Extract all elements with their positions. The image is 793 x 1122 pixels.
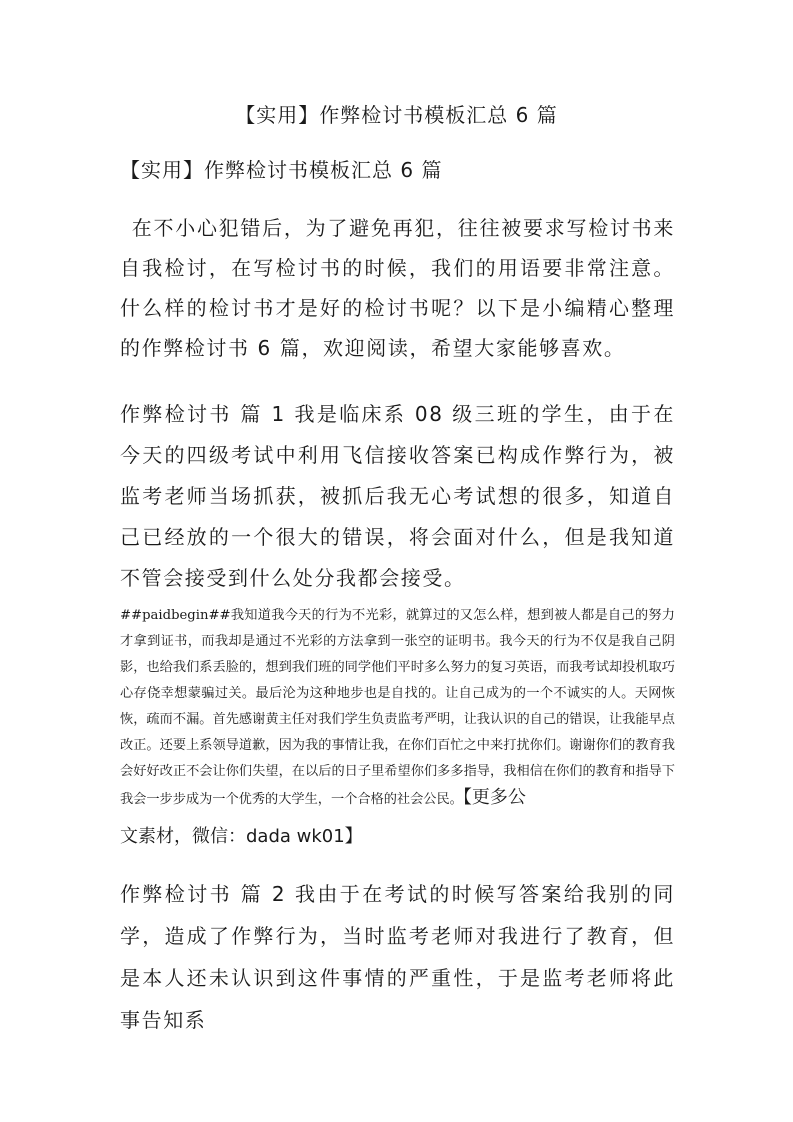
contact-start-text: 【更多公 [462,787,526,808]
paid-text: ##paidbegin##我知道我今天的行为不光彩，就算过的又怎么样，想到被人都是自己的努力才拿到证书，而我却是通过不光彩的方法拿到一张空的证明书。我今天的行为不仅是我自己阴影，也给我们系丢脸的，想到我们班的同学他们平时多么努力的复习英语，而我考试却投机取巧心存侥幸想蒙骗过关。最后沦为这种地步也是自找的。让自己成为的一个不诚实的人。天网恢恢，疏而不漏。首先感谢黄主任对我们学生负责监考严明，让我认识的自己的错误，让我能早点改正。还要上系领导道歉，因为我的事情让我，在你们百忙之中来打扰你们。谢谢你们的教育我会好好改正不会让你们失望，在以后的日子里希望你们多多指导，我相信在你们的教育和指导下我会一步步成为一个优秀的大学生，一个合格的社会公民。 [120,608,675,807]
document-heading: 【实用】作弊检讨书模板汇总 6 篇 [120,158,443,182]
section-2-paragraph: 作弊检讨书 篇 2 我由于在考试的时候写答案给我别的同学，造成了作弊行为，当时监考老师对我进行了教育，但是本人还未认识到这件事情的严重性，于是监考老师将此事告知系 [120,882,675,1032]
paid-paragraph [120,603,675,813]
contact-line: 文素材，微信：dada wk01】 [120,826,363,847]
intro-text: 在不小心犯错后，为了避免再犯，往往被要求写检讨书来自我检讨，在写检讨书的时候，我们的用语要非常注意。什么样的检讨书才是好的检讨书呢？以下是小编精心整理的作弊检讨书 6 篇，欢迎阅读，希望大家能够喜欢。 [120,216,675,360]
intro-paragraph [120,208,675,368]
section-1-paragraph: 作弊检讨书 篇 1 我是临床系 08 级三班的学生，由于在今天的四级考试中利用飞信接收答案已构成作弊行为，被监考老师当场抓获，被抓后我无心考试想的很多，知道自己已经放的一个很大的错误，将会面对什么，但是我知道不管会接受到什么处分我都会接受。 [120,402,675,590]
document-title: 【实用】作弊检讨书模板汇总 6 篇 [235,103,558,127]
